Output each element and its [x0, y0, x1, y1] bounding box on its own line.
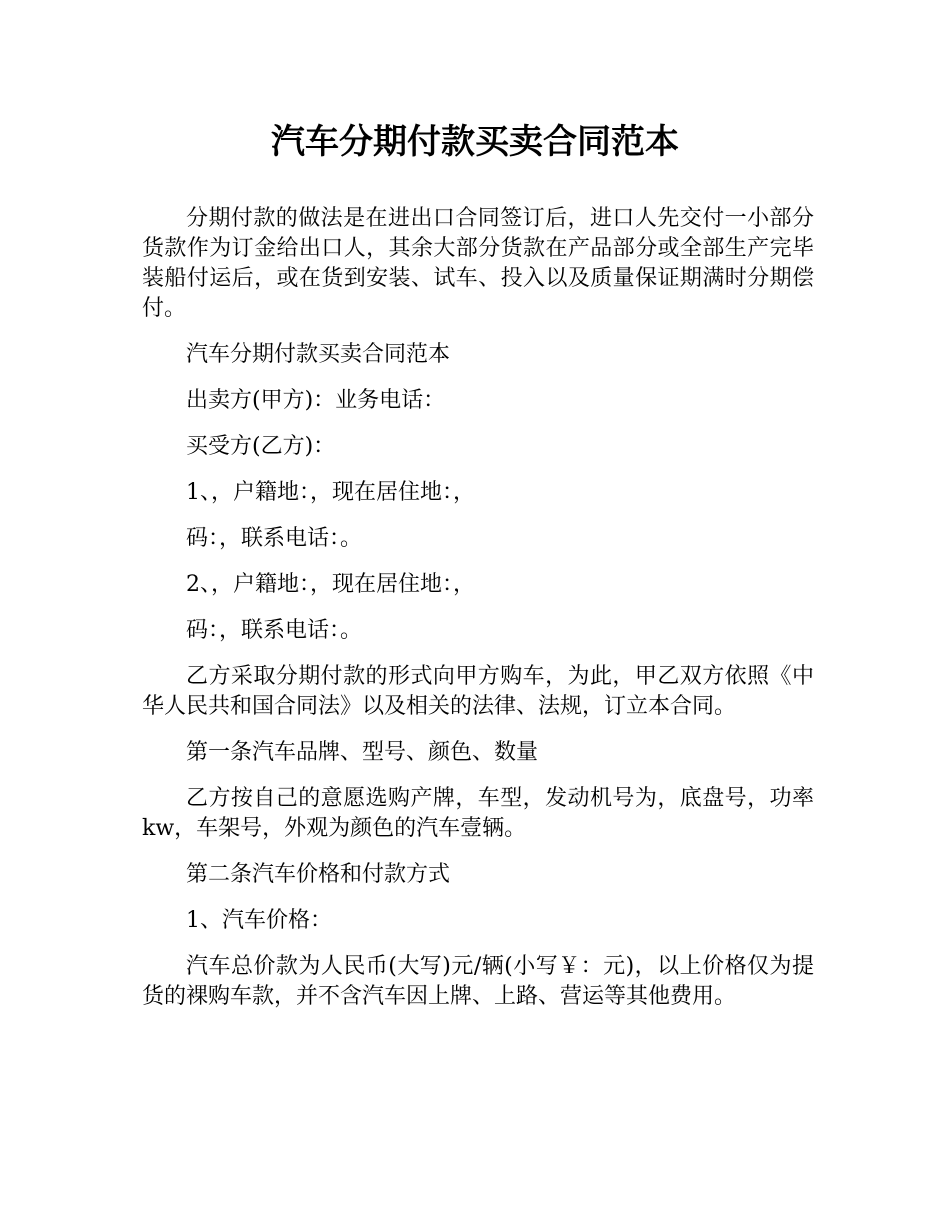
- paragraph-buyer-2-contact: 码：，联系电话：。: [186, 618, 363, 643]
- document-body: [142, 204, 814, 1028]
- paragraph-buyer-1-residence: 1、，户籍地：，现在居住地：，: [186, 480, 475, 505]
- paragraph-agreement: 乙方采取分期付款的形式向甲方购车，为此，甲乙双方依照《中华人民共和国合同法》以及相关的法律、法规，订立本合同。: [142, 664, 814, 719]
- paragraph-buyer-2-residence: 2、，户籍地：，现在居住地：，: [186, 572, 475, 597]
- paragraph-article-2-heading: 第二条汽车价格和付款方式: [186, 862, 451, 887]
- paragraph-article-1-body: 乙方按自己的意愿选购产牌，车型，发动机号为，底盘号，功率 kw，车架号，外观为颜色的汽车壹辆。: [142, 786, 814, 841]
- document-title: 汽车分期付款买卖合同范本: [271, 122, 679, 162]
- paragraph-price-body: 汽车总价款为人民币(大写)元/辆(小写￥：元)，以上价格仅为提货的裸购车款，并不含汽车因上牌、上路、营运等其他费用。: [142, 954, 814, 1009]
- paragraph-contract-title: 汽车分期付款买卖合同范本: [186, 342, 451, 367]
- paragraph-article-1-heading: 第一条汽车品牌、型号、颜色、数量: [186, 740, 539, 765]
- paragraph-buyer: 买受方(乙方)：: [186, 434, 336, 459]
- paragraph-price-heading: 1、汽车价格：: [186, 908, 332, 933]
- paragraph-buyer-1-contact: 码：，联系电话：。: [186, 526, 363, 551]
- paragraph-intro: 分期付款的做法是在进出口合同签订后，进口人先交付一小部分货款作为订金给出口人，其余大部分货款在产品部分或全部生产完毕装船付运后，或在货到安装、试车、投入以及质量保证期满时分期偿付。: [142, 206, 814, 321]
- paragraph-seller: 出卖方(甲方)：业务电话：: [186, 388, 446, 413]
